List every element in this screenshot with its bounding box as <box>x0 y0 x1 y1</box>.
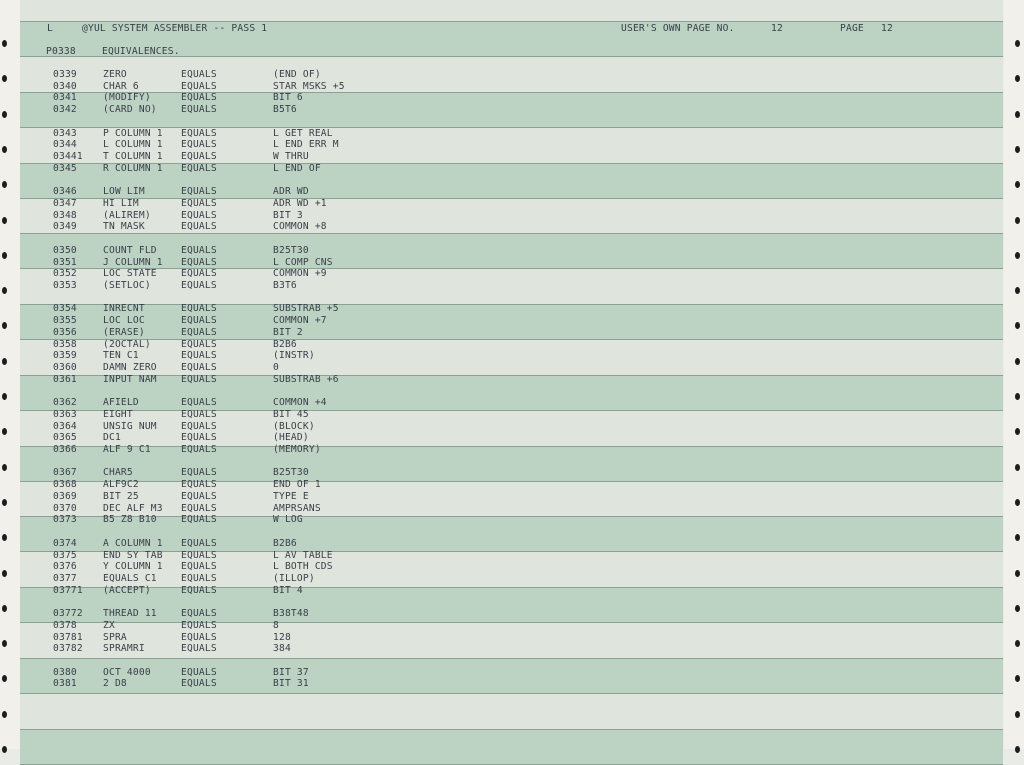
opcode: EQUALS <box>181 373 217 385</box>
tractor-hole <box>1015 393 1020 400</box>
operand: 0 <box>273 362 279 373</box>
operand: B3T6 <box>273 279 297 291</box>
card-number: 0364 <box>53 420 77 432</box>
tractor-hole <box>2 499 7 506</box>
opcode: EQUALS <box>181 643 217 655</box>
listing-row <box>20 186 1003 198</box>
symbol-name: LOW LIM <box>103 186 145 198</box>
operand: (MEMORY) <box>273 444 321 456</box>
listing-row <box>20 339 1003 351</box>
operand: BIT 3 <box>273 209 303 221</box>
symbol-name: T COLUMN 1 <box>103 151 163 163</box>
listing-row <box>20 385 1003 397</box>
page-label: PAGE <box>840 23 864 34</box>
tractor-hole <box>1015 40 1020 47</box>
opcode: EQUALS <box>181 397 217 409</box>
card-number: 0376 <box>53 561 77 573</box>
listing-row <box>20 456 1003 468</box>
opcode: EQUALS <box>181 268 217 280</box>
tractor-hole <box>1015 358 1020 365</box>
operand: END OF 1 <box>273 479 321 491</box>
operand: L GET REAL <box>273 127 333 139</box>
card-number: 0340 <box>53 80 77 92</box>
symbol-name: SPRA <box>103 631 127 643</box>
tractor-hole <box>2 40 7 47</box>
listing-row <box>20 116 1003 128</box>
tractor-hole <box>1015 252 1020 259</box>
operand: ADR WD +1 <box>273 197 327 209</box>
symbol-name: CHAR 6 <box>103 80 139 92</box>
listing-row <box>20 92 1003 104</box>
symbol-name: INRECNT <box>103 303 145 315</box>
tractor-hole <box>2 711 7 718</box>
operand: B5T6 <box>273 104 297 116</box>
form-rule <box>20 764 1003 765</box>
listing-row <box>20 81 1003 93</box>
operand: BIT 4 <box>273 584 303 596</box>
symbol-name: BIT 25 <box>103 490 139 502</box>
opcode: EQUALS <box>181 479 217 491</box>
tractor-hole <box>2 464 7 471</box>
form-rule <box>20 693 1003 694</box>
opcode: EQUALS <box>181 537 217 549</box>
opcode: EQUALS <box>181 186 217 198</box>
opcode: EQUALS <box>181 221 217 233</box>
operand: W LOG <box>273 514 303 526</box>
card-number: 03781 <box>53 631 83 643</box>
operand: BIT 31 <box>273 678 309 690</box>
opcode: EQUALS <box>181 104 217 116</box>
operand: (ILLOP) <box>273 572 315 584</box>
symbol-name: UNSIG NUM <box>103 420 157 432</box>
opcode: EQUALS <box>181 127 217 139</box>
users-page-label: USER'S OWN PAGE NO. <box>621 23 735 34</box>
operand: (INSTR) <box>273 350 315 362</box>
symbol-name: B5 Z8 B10 <box>103 514 157 526</box>
opcode: EQUALS <box>181 408 217 420</box>
tractor-hole <box>2 605 7 612</box>
opcode: EQUALS <box>181 326 217 338</box>
card-number: 03771 <box>53 584 83 596</box>
card-number: 0377 <box>53 572 77 584</box>
card-number: 0369 <box>53 490 77 502</box>
tractor-hole <box>1015 499 1020 506</box>
opcode: EQUALS <box>181 244 217 256</box>
tractor-hole <box>1015 464 1020 471</box>
listing-row <box>20 561 1003 573</box>
listing-row <box>20 139 1003 151</box>
listing-row <box>20 303 1003 315</box>
operand: B25T30 <box>273 244 309 256</box>
listing-row <box>20 104 1003 116</box>
listing-row <box>20 550 1003 562</box>
operand: L COMP CNS <box>273 256 333 268</box>
listing-row <box>20 421 1003 433</box>
listing-row <box>20 362 1003 374</box>
listing-row <box>20 151 1003 163</box>
greenbar-band <box>20 729 1003 764</box>
symbol-name: (ERASE) <box>103 326 145 338</box>
tractor-hole <box>2 746 7 753</box>
opcode: EQUALS <box>181 561 217 573</box>
symbol-name: P COLUMN 1 <box>103 127 163 139</box>
tractor-hole <box>1015 570 1020 577</box>
card-number: 03782 <box>53 643 83 655</box>
operand: STAR MSKS +5 <box>273 80 345 92</box>
tractor-hole <box>2 358 7 365</box>
listing-row <box>20 327 1003 339</box>
listing-row <box>20 69 1003 81</box>
card-number: 0378 <box>53 619 77 631</box>
opcode: EQUALS <box>181 209 217 221</box>
symbol-name: L COLUMN 1 <box>103 139 163 151</box>
operand: BIT 6 <box>273 92 303 104</box>
card-number: 0344 <box>53 139 77 151</box>
symbol-name: DC1 <box>103 432 121 444</box>
form-rule <box>20 21 1003 22</box>
card-number: 0347 <box>53 197 77 209</box>
opcode: EQUALS <box>181 572 217 584</box>
operand: ADR WD <box>273 186 309 198</box>
opcode: EQUALS <box>181 444 217 456</box>
opcode: EQUALS <box>181 315 217 327</box>
card-number: 03441 <box>53 151 83 163</box>
opcode: EQUALS <box>181 608 217 620</box>
symbol-name: EQUALS C1 <box>103 572 157 584</box>
opcode: EQUALS <box>181 432 217 444</box>
opcode: EQUALS <box>181 80 217 92</box>
opcode: EQUALS <box>181 279 217 291</box>
listing-row <box>20 503 1003 515</box>
card-number: 0343 <box>53 127 77 139</box>
section-number: P0338 <box>46 46 76 57</box>
symbol-name: TN MASK <box>103 221 145 233</box>
symbol-name: END SY TAB <box>103 549 163 561</box>
card-number: 0380 <box>53 666 77 678</box>
opcode: EQUALS <box>181 549 217 561</box>
operand: BIT 45 <box>273 408 309 420</box>
listing-row <box>20 444 1003 456</box>
opcode: EQUALS <box>181 584 217 596</box>
symbol-name: CHAR5 <box>103 467 133 479</box>
listing-row <box>20 538 1003 550</box>
tractor-hole <box>1015 146 1020 153</box>
card-number: 0354 <box>53 303 77 315</box>
operand: (HEAD) <box>273 432 309 444</box>
listing-row <box>20 245 1003 257</box>
header-indicator: L <box>47 23 53 34</box>
card-number: 0353 <box>53 279 77 291</box>
operand: SUBSTRAB +6 <box>273 373 339 385</box>
listing-row <box>20 174 1003 186</box>
operand: L END ERR M <box>273 139 339 151</box>
listing-row <box>20 233 1003 245</box>
card-number: 0362 <box>53 397 77 409</box>
tractor-hole <box>2 146 7 153</box>
operand: W THRU <box>273 151 309 163</box>
listing-row <box>20 632 1003 644</box>
operand: B25T30 <box>273 467 309 479</box>
operand: BIT 37 <box>273 666 309 678</box>
card-number: 0356 <box>53 326 77 338</box>
header-title: @YUL SYSTEM ASSEMBLER -- PASS 1 <box>82 23 268 34</box>
listing-row <box>20 374 1003 386</box>
symbol-name: A COLUMN 1 <box>103 537 163 549</box>
card-number: 0349 <box>53 221 77 233</box>
card-number: 0370 <box>53 502 77 514</box>
opcode: EQUALS <box>181 338 217 350</box>
symbol-name: (CARD NO) <box>103 104 157 116</box>
opcode: EQUALS <box>181 162 217 174</box>
listing-row <box>20 655 1003 667</box>
operand: (BLOCK) <box>273 420 315 432</box>
symbol-name: ZERO <box>103 69 127 80</box>
symbol-name: SPRAMRI <box>103 643 145 655</box>
symbol-name: (ACCEPT) <box>103 584 151 596</box>
operand: AMPRSANS <box>273 502 321 514</box>
card-number: 0352 <box>53 268 77 280</box>
listing-row <box>20 667 1003 679</box>
symbol-name: ALF 9 C1 <box>103 444 151 456</box>
card-number: 0341 <box>53 92 77 104</box>
listing-row <box>20 268 1003 280</box>
tractor-hole <box>1015 746 1020 753</box>
card-number: 0374 <box>53 537 77 549</box>
card-number: 03772 <box>53 608 83 620</box>
opcode: EQUALS <box>181 139 217 151</box>
operand: COMMON +9 <box>273 268 327 280</box>
listing-row <box>20 198 1003 210</box>
listing-row <box>20 678 1003 690</box>
symbol-name: R COLUMN 1 <box>103 162 163 174</box>
right-tractor-strip <box>1004 0 1024 749</box>
symbol-name: (MODIFY) <box>103 92 151 104</box>
operand: (END OF) <box>273 69 321 80</box>
card-number: 0360 <box>53 362 77 373</box>
operand: L END OF <box>273 162 321 174</box>
operand: SUBSTRAB +5 <box>273 303 339 315</box>
opcode: EQUALS <box>181 467 217 479</box>
card-number: 0359 <box>53 350 77 362</box>
listing-row <box>20 163 1003 175</box>
symbol-name: 2 D8 <box>103 678 127 690</box>
symbol-name: DEC ALF M3 <box>103 502 163 514</box>
symbol-name: ZX <box>103 619 115 631</box>
tractor-hole <box>1015 111 1020 118</box>
listing-row <box>20 526 1003 538</box>
listing-row <box>20 257 1003 269</box>
listing-row <box>20 432 1003 444</box>
listing-row <box>20 596 1003 608</box>
card-number: 0375 <box>53 549 77 561</box>
card-number: 0345 <box>53 162 77 174</box>
symbol-name: COUNT FLD <box>103 244 157 256</box>
listing-row <box>20 479 1003 491</box>
opcode: EQUALS <box>181 490 217 502</box>
symbol-name: INPUT NAM <box>103 373 157 385</box>
symbol-name: (2OCTAL) <box>103 338 151 350</box>
opcode: EQUALS <box>181 303 217 315</box>
symbol-name: HI LIM <box>103 197 139 209</box>
tractor-hole <box>2 217 7 224</box>
card-number: 0367 <box>53 467 77 479</box>
opcode: EQUALS <box>181 362 217 373</box>
tractor-hole <box>2 111 7 118</box>
symbol-name: Y COLUMN 1 <box>103 561 163 573</box>
opcode: EQUALS <box>181 92 217 104</box>
section-title: EQUIVALENCES. <box>102 46 180 57</box>
operand: 8 <box>273 619 279 631</box>
listing-row <box>20 409 1003 421</box>
listing-row <box>20 292 1003 304</box>
listing-row <box>20 210 1003 222</box>
listing-row <box>20 315 1003 327</box>
opcode: EQUALS <box>181 619 217 631</box>
listing-row <box>20 573 1003 585</box>
card-number: 0339 <box>53 69 77 80</box>
card-number: 0368 <box>53 479 77 491</box>
users-page-number: 12 <box>771 23 783 34</box>
operand: B2B6 <box>273 338 297 350</box>
card-number: 0351 <box>53 256 77 268</box>
listing-row <box>20 585 1003 597</box>
card-number: 0366 <box>53 444 77 456</box>
listing-row <box>20 467 1003 479</box>
symbol-name: DAMN ZERO <box>103 362 157 373</box>
card-number: 0355 <box>53 315 77 327</box>
operand: 128 <box>273 631 291 643</box>
symbol-name: EIGHT <box>103 408 133 420</box>
printout-sheet <box>20 0 1003 749</box>
operand: COMMON +7 <box>273 315 327 327</box>
operand: L BOTH CDS <box>273 561 333 573</box>
operand: COMMON +8 <box>273 221 327 233</box>
opcode: EQUALS <box>181 502 217 514</box>
listing-row <box>20 128 1003 140</box>
card-number: 0363 <box>53 408 77 420</box>
opcode: EQUALS <box>181 666 217 678</box>
opcode: EQUALS <box>181 514 217 526</box>
symbol-name: LOC STATE <box>103 268 157 280</box>
listing-row <box>20 620 1003 632</box>
tractor-hole <box>2 570 7 577</box>
card-number: 0358 <box>53 338 77 350</box>
listing-row <box>20 397 1003 409</box>
listing-row <box>20 514 1003 526</box>
symbol-name: J COLUMN 1 <box>103 256 163 268</box>
tractor-hole <box>1015 217 1020 224</box>
symbol-name: OCT 4000 <box>103 666 151 678</box>
listing-row <box>20 643 1003 655</box>
card-number: 0373 <box>53 514 77 526</box>
opcode: EQUALS <box>181 350 217 362</box>
form-rule <box>20 729 1003 730</box>
operand: 384 <box>273 643 291 655</box>
opcode: EQUALS <box>181 631 217 643</box>
opcode: EQUALS <box>181 197 217 209</box>
listing-row <box>20 350 1003 362</box>
card-number: 0381 <box>53 678 77 690</box>
operand: L AV TABLE <box>273 549 333 561</box>
opcode: EQUALS <box>181 678 217 690</box>
listing-row <box>20 491 1003 503</box>
page-number: 12 <box>881 23 893 34</box>
operand: B2B6 <box>273 537 297 549</box>
card-number: 0350 <box>53 244 77 256</box>
card-number: 0342 <box>53 104 77 116</box>
symbol-name: TEN C1 <box>103 350 139 362</box>
symbol-name: (ALIREM) <box>103 209 151 221</box>
symbol-name: ALF9C2 <box>103 479 139 491</box>
card-number: 0346 <box>53 186 77 198</box>
tractor-hole <box>2 252 7 259</box>
symbol-name: LOC LOC <box>103 315 145 327</box>
operand: B38T48 <box>273 608 309 620</box>
operand: COMMON +4 <box>273 397 327 409</box>
opcode: EQUALS <box>181 420 217 432</box>
operand: TYPE E <box>273 490 309 502</box>
tractor-hole <box>1015 605 1020 612</box>
opcode: EQUALS <box>181 256 217 268</box>
listing-row <box>20 280 1003 292</box>
operand: BIT 2 <box>273 326 303 338</box>
card-number: 0361 <box>53 373 77 385</box>
listing-row <box>20 608 1003 620</box>
listing-row <box>20 221 1003 233</box>
symbol-name: THREAD 11 <box>103 608 157 620</box>
symbol-name: AFIELD <box>103 397 139 409</box>
card-number: 0348 <box>53 209 77 221</box>
symbol-name: (SETLOC) <box>103 279 151 291</box>
opcode: EQUALS <box>181 151 217 163</box>
tractor-hole <box>2 393 7 400</box>
tractor-hole <box>1015 711 1020 718</box>
card-number: 0365 <box>53 432 77 444</box>
opcode: EQUALS <box>181 69 217 80</box>
